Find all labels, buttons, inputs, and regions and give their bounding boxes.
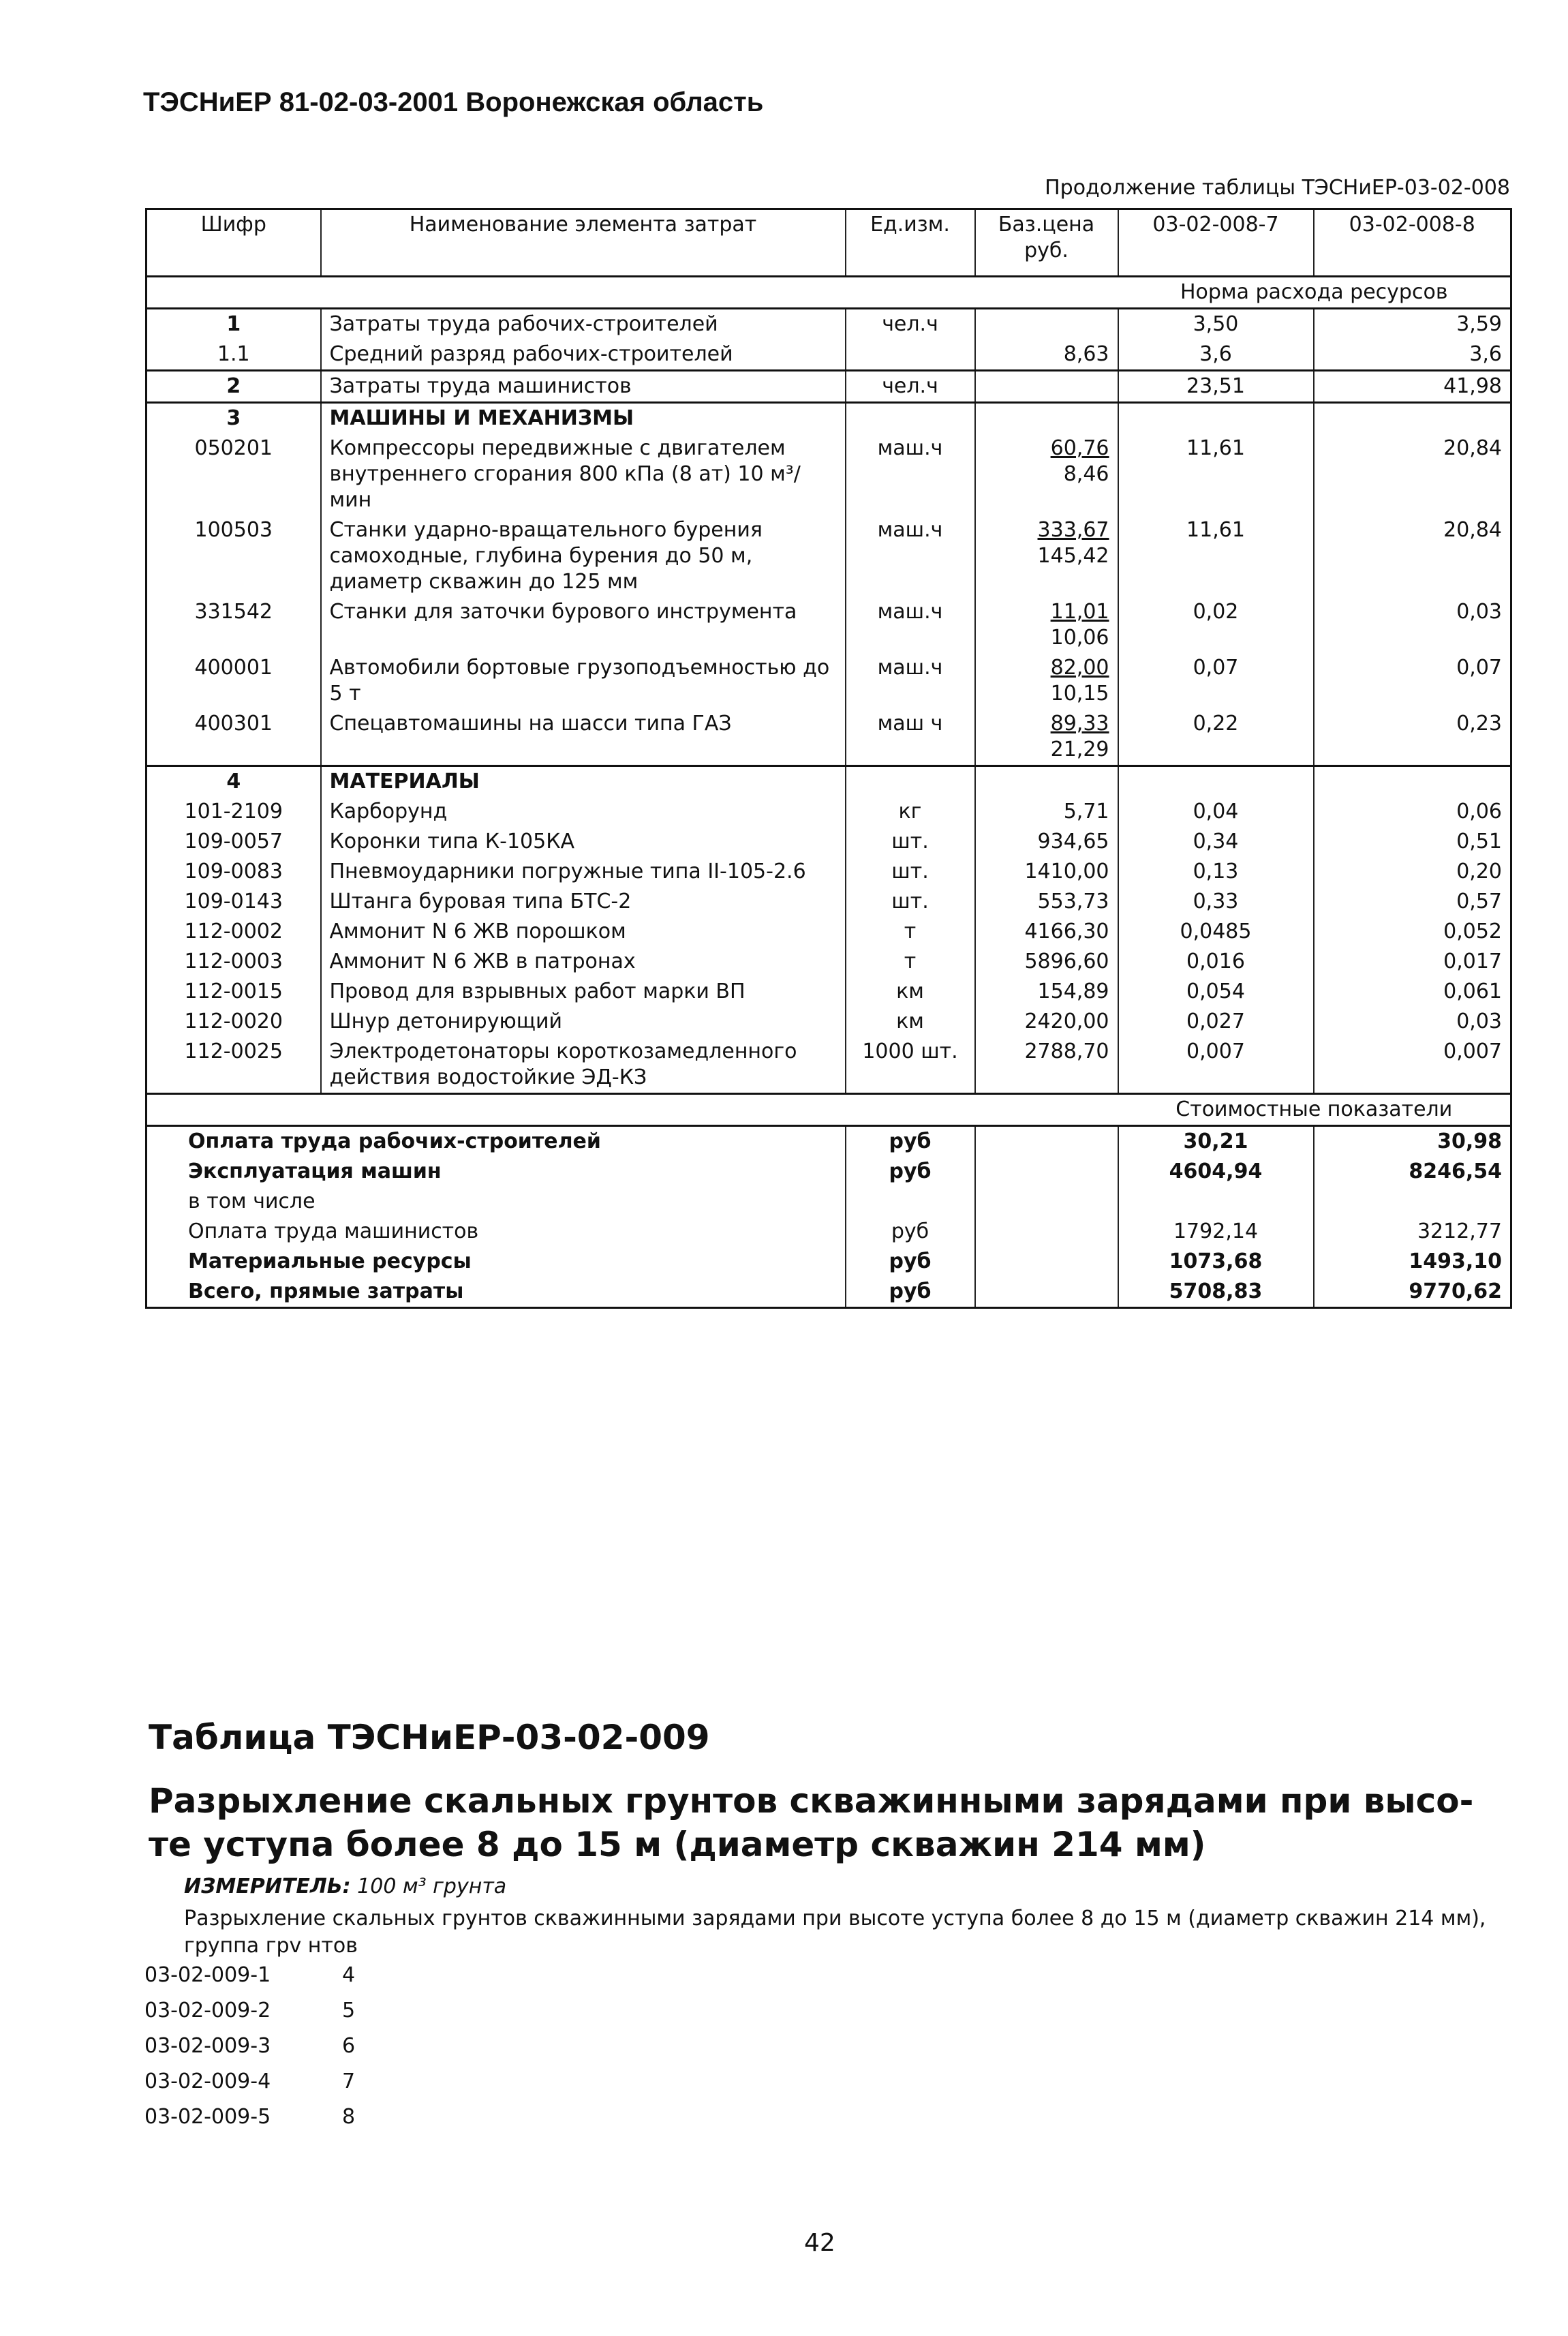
row-code: 1.1 [217, 342, 250, 366]
row-v7: 0,016 [1118, 947, 1314, 977]
table-row [147, 827, 1511, 857]
row-code: 112-0025 [184, 1040, 283, 1063]
cost-v7: 1792,14 [1118, 1217, 1314, 1247]
row-name: Аммонит N 6 ЖВ в патронах [321, 947, 846, 977]
row-v7: 0,027 [1118, 1007, 1314, 1037]
cost-v7: 1073,68 [1118, 1247, 1314, 1277]
row-name: Шнур детонирующий [321, 1007, 846, 1037]
row-name: Карборунд [321, 797, 846, 827]
list-item [144, 2105, 355, 2140]
cost-row [147, 1247, 1511, 1277]
row-unit: км [846, 977, 975, 1007]
col-header-v7: 03-02-008-7 [1118, 209, 1314, 277]
row-price: 5896,60 [975, 947, 1118, 977]
row-unit: км [846, 1007, 975, 1037]
row-code: 112-0020 [184, 1010, 283, 1033]
soil-group: 5 [342, 1999, 356, 2022]
row-price-labor: 10,15 [1050, 682, 1109, 706]
row-v7: 3,50 [1118, 309, 1314, 340]
table-row [147, 597, 1511, 653]
row-v8: 0,03 [1314, 1007, 1511, 1037]
row-v7: 0,04 [1118, 797, 1314, 827]
table-row [147, 371, 1511, 403]
row-v8: 0,03 [1314, 597, 1511, 653]
row-price: 333,67 [1037, 518, 1109, 542]
row-code: 112-0002 [184, 920, 283, 943]
cost-label: Оплата труда рабочих-строителей [188, 1129, 601, 1153]
row-v7: 11,61 [1118, 515, 1314, 597]
row-price: 8,63 [975, 339, 1118, 371]
table-row [147, 434, 1511, 515]
row-unit: кг [846, 797, 975, 827]
cost-v8: 30,98 [1314, 1126, 1511, 1157]
section-title: МАТЕРИАЛЫ [321, 766, 846, 798]
row-name: Автомобили бортовые грузоподъемностью до 5 т [321, 653, 846, 709]
row-name: Станки для заточки бурового инструмента [321, 597, 846, 653]
row-v7: 0,054 [1118, 977, 1314, 1007]
section-row-machines [147, 403, 1511, 434]
row-code: 1 [147, 309, 321, 340]
cost-label: Оплата труда машинистов [188, 1219, 479, 1243]
row-code: 109-0057 [184, 830, 283, 853]
row-unit: чел.ч [846, 371, 975, 403]
row-unit: 1000 шт. [846, 1037, 975, 1094]
row-unit: маш.ч [846, 653, 975, 709]
row-price: 934,65 [975, 827, 1118, 857]
row-v7: 11,61 [1118, 434, 1314, 515]
row-v8: 0,052 [1314, 917, 1511, 947]
cost-v8: 3212,77 [1314, 1217, 1511, 1247]
row-unit: маш ч [846, 709, 975, 766]
code: 03-02-009-5 [144, 2105, 271, 2129]
row-name: Средний разряд рабочих-строителей [321, 339, 846, 371]
row-v7: 3,6 [1118, 339, 1314, 371]
cost-unit: руб [846, 1157, 975, 1187]
code: 03-02-009-1 [144, 1963, 271, 1987]
cost-label: Всего, прямые затраты [188, 1279, 464, 1303]
row-unit: маш.ч [846, 515, 975, 597]
cost-v7: 4604,94 [1118, 1157, 1314, 1187]
table-row [147, 977, 1511, 1007]
page-number: 42 [804, 2229, 835, 2257]
row-price: 4166,30 [975, 917, 1118, 947]
next-table-title: Таблица ТЭСНиЕР-03-02-009 [149, 1718, 710, 1757]
section-row-materials [147, 766, 1511, 798]
row-code: 3 [147, 403, 321, 434]
row-v8: 0,061 [1314, 977, 1511, 1007]
code: 03-02-009-4 [144, 2069, 271, 2093]
row-price: 5,71 [975, 797, 1118, 827]
col-header-v8: 03-02-008-8 [1314, 209, 1511, 277]
row-v8: 0,07 [1314, 653, 1511, 709]
row-v8: 0,007 [1314, 1037, 1511, 1094]
cost-row [147, 1157, 1511, 1187]
row-v7: 23,51 [1118, 371, 1314, 403]
row-name: Штанга буровая типа БТС-2 [321, 887, 846, 917]
row-v8: 20,84 [1314, 515, 1511, 597]
row-v8: 0,017 [1314, 947, 1511, 977]
row-code: 050201 [194, 436, 273, 460]
table-row [147, 917, 1511, 947]
cost-v8: 9770,62 [1314, 1277, 1511, 1308]
list-item [144, 2069, 355, 2105]
table-row [147, 709, 1511, 766]
col-header-price: Баз.цена руб. [975, 209, 1118, 277]
row-v8: 41,98 [1314, 371, 1511, 403]
table-row [147, 339, 1511, 371]
row-v7: 0,007 [1118, 1037, 1314, 1094]
cost-v8: 1493,10 [1314, 1247, 1511, 1277]
row-name: Затраты труда рабочих-строителей [321, 309, 846, 340]
cost-unit: руб [846, 1217, 975, 1247]
row-price: 553,73 [975, 887, 1118, 917]
list-item [144, 1963, 355, 1999]
col-header-code: Шифр [147, 209, 321, 277]
row-unit: шт. [846, 827, 975, 857]
table-header-row [147, 209, 1511, 277]
row-v7: 0,02 [1118, 597, 1314, 653]
row-v7: 0,33 [1118, 887, 1314, 917]
soil-group: 6 [342, 2034, 356, 2058]
next-table-description: Разрыхление скальных грунтов скважинными зарядами при высоте уступа более 8 до 15 м (диаметр скважин 214 мм), группа грv нтов [184, 1907, 1486, 1958]
cost-v7: 5708,83 [1118, 1277, 1314, 1308]
row-name: Спецавтомашины на шасси типа ГАЗ [321, 709, 846, 766]
code: 03-02-009-2 [144, 1999, 271, 2022]
row-code: 400301 [194, 712, 273, 735]
cost-unit: руб [846, 1277, 975, 1308]
norm-caption-row [147, 277, 1511, 309]
table-row [147, 887, 1511, 917]
row-v7: 0,22 [1118, 709, 1314, 766]
row-price-labor: 21,29 [1050, 738, 1109, 761]
table-continuation-caption: Продолжение таблицы ТЭСНиЕР-03-02-008 [1045, 176, 1510, 200]
cost-row [147, 1187, 1511, 1217]
cost-caption-row [147, 1094, 1511, 1126]
row-code: 109-0143 [184, 890, 283, 913]
row-price: 154,89 [975, 977, 1118, 1007]
cost-label: Эксплуатация машин [188, 1159, 442, 1183]
cost-unit: руб [846, 1126, 975, 1157]
row-code: 112-0015 [184, 980, 283, 1003]
row-unit: шт. [846, 887, 975, 917]
row-code: 100503 [194, 518, 273, 542]
row-v8: 0,20 [1314, 857, 1511, 887]
row-name: Провод для взрывных работ марки ВП [321, 977, 846, 1007]
soil-group: 7 [342, 2069, 356, 2093]
row-v8: 0,51 [1314, 827, 1511, 857]
row-name: Станки ударно-вращательного бурения самоходные, глубина бурения до 50 м, диаметр скважин до 125 мм [321, 515, 846, 597]
row-v7: 0,34 [1118, 827, 1314, 857]
cost-v7: 30,21 [1118, 1126, 1314, 1157]
list-item [144, 1999, 355, 2034]
row-unit [846, 339, 975, 371]
row-v8: 3,59 [1314, 309, 1511, 340]
row-name: Коронки типа К-105КА [321, 827, 846, 857]
row-name: Пневмоударники погружные типа II-105-2.6 [321, 857, 846, 887]
row-v8: 0,57 [1314, 887, 1511, 917]
code-list [144, 1963, 355, 2140]
row-unit: маш.ч [846, 434, 975, 515]
meter-label: ИЗМЕРИТЕЛЬ: [184, 1875, 351, 1898]
row-v7: 0,13 [1118, 857, 1314, 887]
row-price: 82,00 [1050, 656, 1109, 680]
row-price-labor: 8,46 [1063, 462, 1109, 486]
table-row [147, 515, 1511, 597]
section-title: МАШИНЫ И МЕХАНИЗМЫ [321, 403, 846, 434]
col-header-name: Наименование элемента затрат [321, 209, 846, 277]
row-v8: 0,06 [1314, 797, 1511, 827]
row-price-labor: 10,06 [1050, 626, 1109, 650]
table-row [147, 797, 1511, 827]
row-unit: маш.ч [846, 597, 975, 653]
cost-caption: Стоимостные показатели [1118, 1094, 1511, 1126]
table-row [147, 1037, 1511, 1094]
table-row [147, 653, 1511, 709]
next-table-subtitle: Разрыхление скальных грунтов скважинными зарядами при высо-те уступа более 8 до 15 м (диаметр скважин 214 мм) [149, 1781, 1474, 1864]
row-name: Электродетонаторы короткозамедленного действия водостойкие ЭД-КЗ [321, 1037, 846, 1094]
soil-group: 4 [342, 1963, 356, 1987]
row-price: 89,33 [1050, 712, 1109, 735]
row-v8: 3,6 [1314, 339, 1511, 371]
row-code: 109-0083 [184, 860, 283, 883]
table-row [147, 857, 1511, 887]
soil-group: 8 [342, 2105, 356, 2129]
row-code: 4 [147, 766, 321, 798]
table-row [147, 947, 1511, 977]
row-name: Затраты труда машинистов [321, 371, 846, 403]
row-code: 112-0003 [184, 950, 283, 973]
table-row [147, 309, 1511, 340]
cost-label: Материальные ресурсы [188, 1249, 472, 1273]
row-code: 101-2109 [184, 800, 283, 823]
row-price: 1410,00 [975, 857, 1118, 887]
row-price-labor: 145,42 [1037, 544, 1109, 568]
page-header: ТЭСНиЕР 81-02-03-2001 Воронежская область [143, 87, 764, 117]
col-header-unit: Ед.изм. [846, 209, 975, 277]
table-row [147, 1007, 1511, 1037]
row-v8: 20,84 [1314, 434, 1511, 515]
meter-value: 100 м³ грунта [357, 1875, 507, 1898]
row-price: 2420,00 [975, 1007, 1118, 1037]
row-unit: шт. [846, 857, 975, 887]
resource-norms-table [145, 208, 1512, 1309]
row-price: 2788,70 [975, 1037, 1118, 1094]
cost-v8: 8246,54 [1314, 1157, 1511, 1187]
row-code: 2 [147, 371, 321, 403]
cost-label: в том числе [188, 1189, 316, 1213]
cost-row [147, 1277, 1511, 1308]
cost-row [147, 1126, 1511, 1157]
row-unit: т [846, 947, 975, 977]
row-v7: 0,07 [1118, 653, 1314, 709]
row-name: Компрессоры передвижные с двигателем внутреннего сгорания 800 кПа (8 ат) 10 м³/мин [321, 434, 846, 515]
row-price: 60,76 [1050, 436, 1109, 460]
row-name: Аммонит N 6 ЖВ порошком [321, 917, 846, 947]
norm-caption: Норма расхода ресурсов [1180, 280, 1448, 304]
row-unit: чел.ч [846, 309, 975, 340]
row-code: 331542 [194, 600, 273, 624]
list-item [144, 2034, 355, 2069]
cost-row [147, 1217, 1511, 1247]
row-unit: т [846, 917, 975, 947]
meter-line [184, 1875, 506, 1898]
cost-unit: руб [846, 1247, 975, 1277]
row-code: 400001 [194, 656, 273, 680]
row-v8: 0,23 [1314, 709, 1511, 766]
code: 03-02-009-3 [144, 2034, 271, 2058]
row-v7: 0,0485 [1118, 917, 1314, 947]
row-price [975, 371, 1118, 403]
row-price [975, 309, 1118, 340]
row-price: 11,01 [1050, 600, 1109, 624]
